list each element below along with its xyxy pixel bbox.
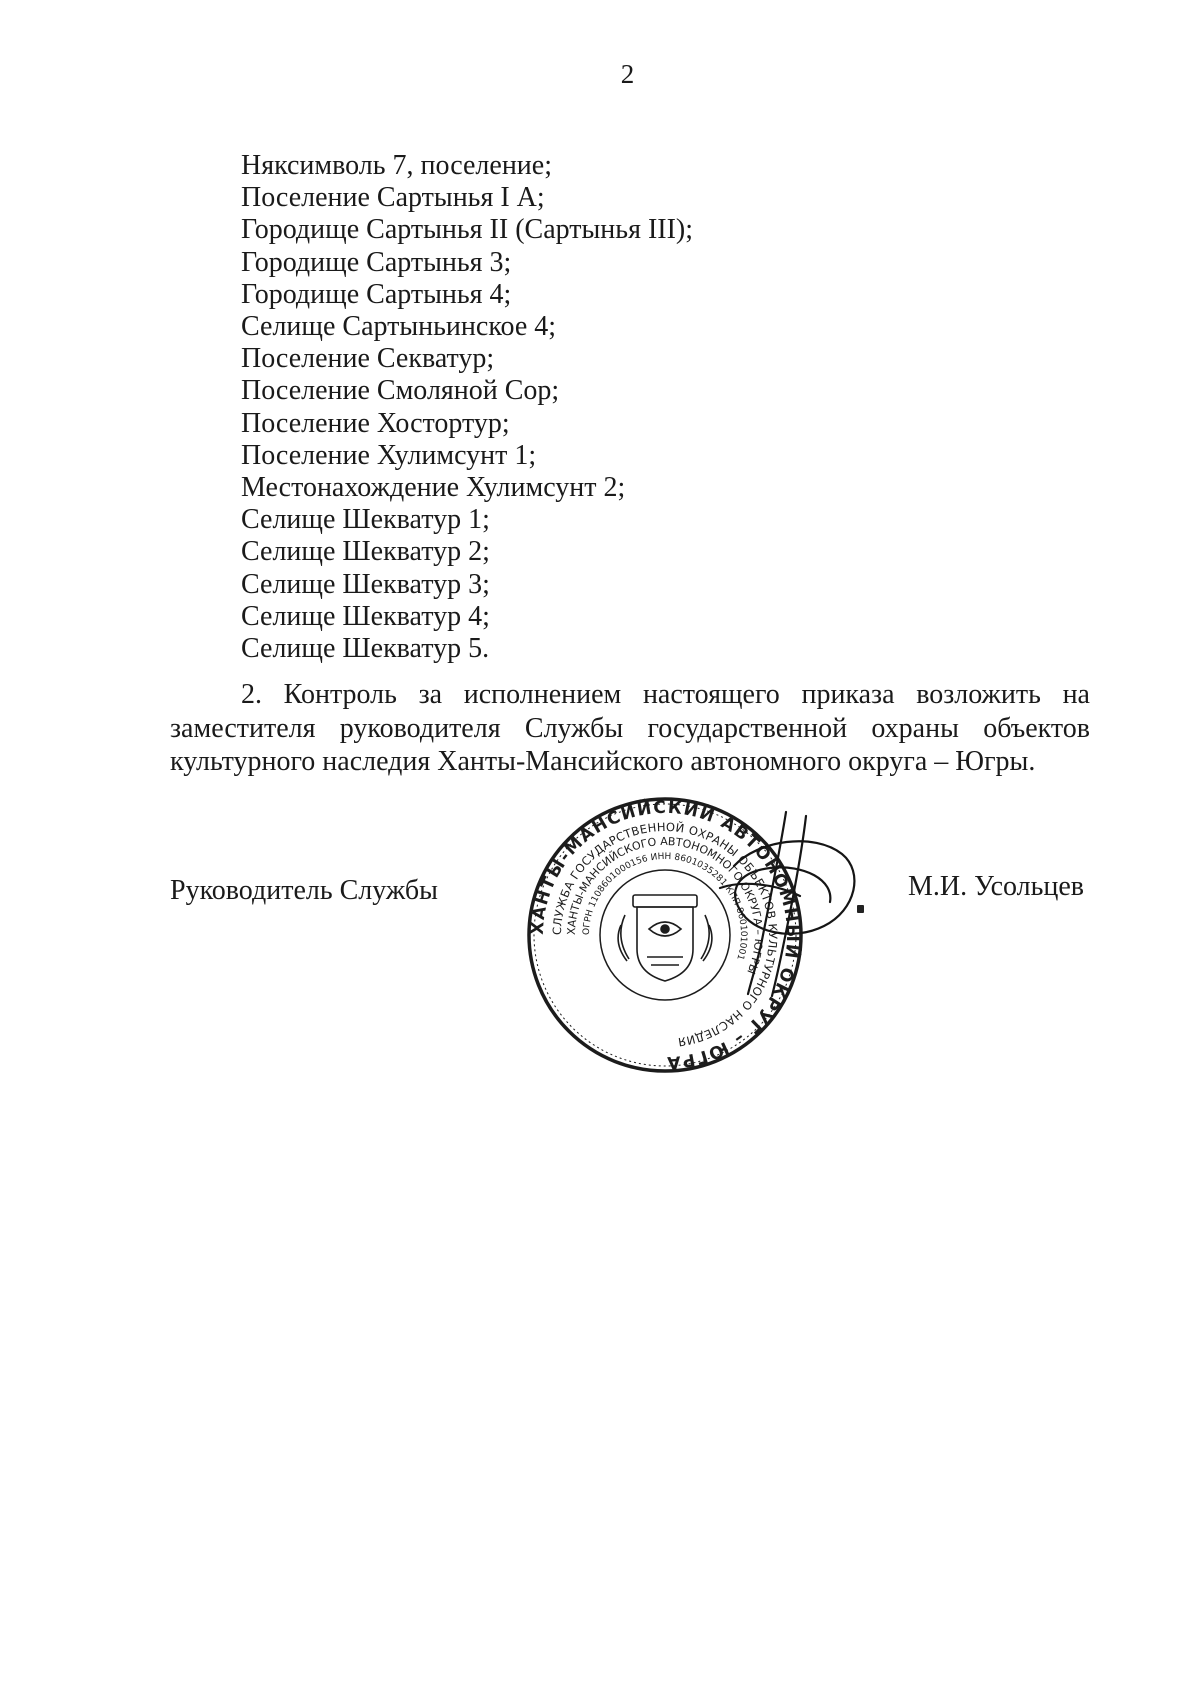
list-item: Селище Шекватур 5.: [241, 633, 490, 665]
list-item: Селище Шекватур 3;: [241, 568, 490, 600]
seal-codes-text: ОГРН 1108601000156 ИНН 8601035281 КПП 860101001: [581, 851, 749, 962]
list-item: Поселение Сартынья I А;: [241, 182, 545, 214]
list-item: Селище Сартыньинское 4;: [241, 311, 557, 343]
list-item: Городище Сартынья 4;: [241, 278, 512, 310]
control-paragraph: 2. Контроль за исполнением настоящего приказа возложить на заместителя руководителя Службы государственной охраны объектов культурного наследия Ханты-Мансийского автономного округа – Югры.: [170, 679, 1090, 777]
list-item: Поселение Хулимсунт 1;: [241, 439, 537, 471]
list-item: Городище Сартынья 3;: [241, 246, 512, 278]
list-item: Селище Шекватур 4;: [241, 600, 490, 632]
list-item: Поселение Смоляной Сор;: [241, 375, 560, 407]
signatory-title: Руководитель Службы: [170, 875, 438, 906]
list-item: Поселение Хостортур;: [241, 407, 510, 439]
signatory-name: М.И. Усольцев: [908, 871, 1085, 902]
coat-of-arms-emblem: [618, 895, 712, 981]
seal-outer-text: ХАНТЫ-МАНСИЙСКИЙ АВТОНОМНЫЙ ОКРУГ – ЮГРА: [527, 797, 803, 1073]
list-item: Селище Шекватур 1;: [241, 504, 490, 536]
list-item: Селище Шекватур 2;: [241, 536, 490, 568]
list-item: Городище Сартынья II (Сартынья III);: [241, 214, 694, 246]
ink-mark: [857, 905, 864, 913]
list-item: Местонахождение Хулимсунт 2;: [241, 472, 626, 504]
seal-inner-text: ХАНТЫ-МАНСИЙСКОГО АВТОНОМНОГО ОКРУГА – ЮГРЫ: [564, 834, 766, 976]
page-number: 2: [620, 59, 635, 89]
heritage-site-list: [241, 150, 693, 665]
seal-middle-text: СЛУЖБА ГОСУДАРСТВЕННОЙ ОХРАНЫ ОБЪЕКТОВ КУЛЬТУРНОГО НАСЛЕДИЯ: [549, 819, 781, 1050]
handwritten-signature: [718, 810, 868, 1000]
list-item: Поселение Секватур;: [241, 343, 495, 375]
list-item: Няксимволь 7, поселение;: [241, 150, 552, 181]
